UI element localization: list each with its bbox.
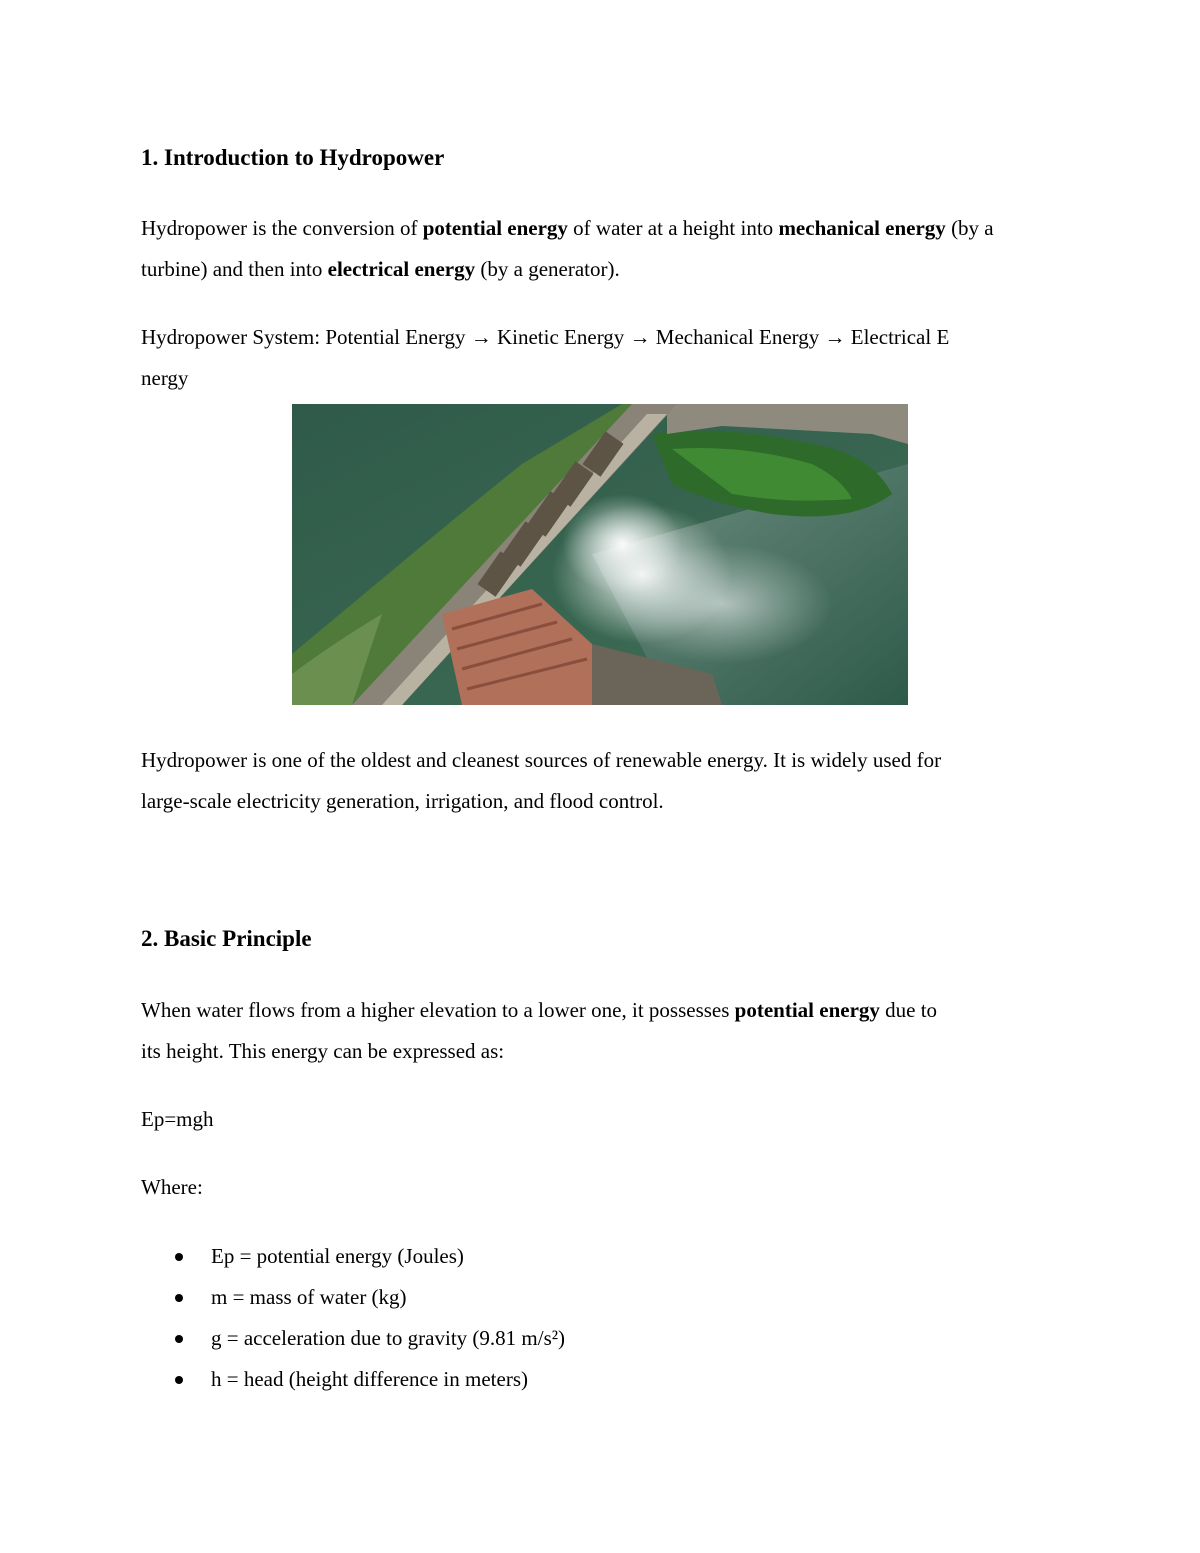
system-line-2: nergy <box>141 366 189 390</box>
hydropower-system-line <box>141 317 1081 399</box>
list-item-text: Ep = potential energy (Joules) <box>211 1244 464 1268</box>
section-1-paragraph-1 <box>141 208 1061 290</box>
paragraph-line: Hydropower is one of the oldest and cleanest sources of renewable energy. It is widely used for <box>141 748 942 772</box>
list-item-text: g = acceleration due to gravity (9.81 m/s²) <box>211 1326 566 1350</box>
text-run: due to <box>879 998 938 1022</box>
text-run: its height. This energy can be expressed as: <box>141 1039 505 1063</box>
section-2-heading: 2. Basic Principle <box>141 926 312 951</box>
bullet-icon <box>175 1335 183 1343</box>
bold-term: mechanical energy <box>778 216 946 240</box>
text-run: of water at a height into <box>567 216 779 240</box>
variable-list <box>141 1236 1041 1400</box>
list-item <box>141 1359 1041 1400</box>
list-item <box>141 1236 1041 1277</box>
dam-spillway-photo <box>292 404 908 705</box>
system-line-1: Hydropower System: Potential Energy → Kinetic Energy → Mechanical Energy → Electrical E <box>141 325 950 349</box>
section-2-paragraph-1 <box>141 990 1061 1072</box>
list-item-text: h = head (height difference in meters) <box>211 1367 528 1391</box>
list-item-text: m = mass of water (kg) <box>211 1285 407 1309</box>
list-item <box>141 1318 1041 1359</box>
section-1-paragraph-2 <box>141 740 1061 822</box>
bold-term: potential energy <box>734 998 880 1022</box>
text-run: (by a generator). <box>475 257 620 281</box>
bold-term: electrical energy <box>327 257 476 281</box>
text-run: When water flows from a higher elevation to a lower one, it possesses <box>141 998 735 1022</box>
text-run: (by a turbine) and then into <box>141 216 994 281</box>
bullet-icon <box>175 1376 183 1384</box>
where-label: Where: <box>141 1175 203 1199</box>
bold-term: potential energy <box>422 216 568 240</box>
list-item <box>141 1277 1041 1318</box>
text-run: Hydropower is the conversion of <box>141 216 423 240</box>
section-1-heading: 1. Introduction to Hydropower <box>141 145 445 170</box>
paragraph-line: large-scale electricity generation, irrigation, and flood control. <box>141 789 664 813</box>
formula: Ep=mgh <box>141 1107 214 1131</box>
bullet-icon <box>175 1253 183 1261</box>
bullet-icon <box>175 1294 183 1302</box>
